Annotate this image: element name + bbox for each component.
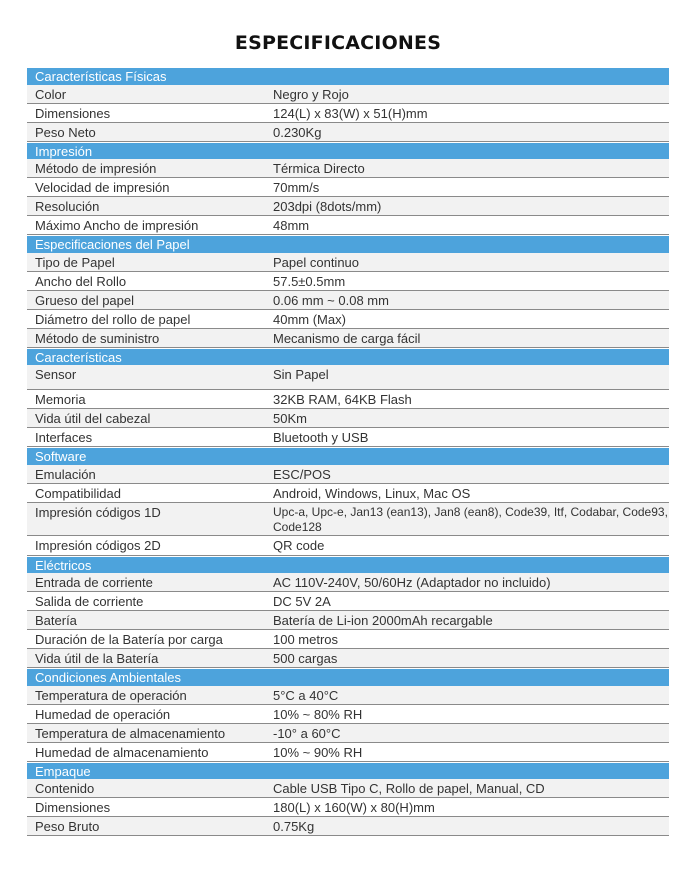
spec-value: Papel continuo	[273, 254, 360, 270]
spec-label: Dimensiones	[35, 800, 111, 815]
section-rows	[27, 253, 669, 348]
section-rows	[27, 465, 669, 556]
spec-label: Peso Neto	[35, 124, 96, 140]
spec-value: 70mm/s	[273, 180, 320, 195]
spec-value: 50Km	[273, 411, 307, 426]
spec-label: Compatibilidad	[35, 485, 121, 501]
spec-label: Interfaces	[35, 430, 93, 445]
spec-value: Batería de Li-ion 2000mAh recargable	[273, 613, 493, 628]
spec-row	[27, 272, 669, 291]
spec-label: Método de impresión	[35, 161, 157, 176]
spec-value: AC 110V-240V, 50/60Hz (Adaptador no incluido)	[273, 575, 551, 590]
spec-value: 10% ~ 80% RH	[273, 706, 363, 722]
spec-label: Temperatura de almacenamiento	[35, 725, 226, 741]
section-rows	[27, 686, 669, 762]
spec-value: 10% ~ 90% RH	[273, 744, 363, 760]
spec-row	[27, 104, 669, 123]
spec-label: Impresión códigos 2D	[35, 537, 161, 553]
spec-value: DC 5V 2A	[273, 594, 331, 609]
spec-label: Temperatura de operación	[35, 687, 187, 703]
spec-value: Térmica Directo	[273, 161, 365, 176]
spec-row	[27, 159, 669, 178]
spec-label: Vida útil de la Batería	[35, 651, 159, 666]
spec-value: Mecanismo de carga fácil	[273, 330, 421, 346]
section-rows	[27, 365, 669, 447]
spec-label: Memoria	[35, 392, 86, 407]
spec-row	[27, 573, 669, 592]
spec-label: Vida útil del cabezal	[35, 411, 151, 426]
spec-row	[27, 649, 669, 668]
spec-row	[27, 724, 669, 743]
spec-label: Contenido	[35, 781, 95, 796]
spec-value: 40mm (Max)	[273, 311, 346, 327]
spec-label: Diámetro del rollo de papel	[35, 311, 191, 327]
spec-row	[27, 536, 669, 556]
spec-value: Sin Papel	[273, 367, 329, 382]
section-rows	[27, 779, 669, 836]
spec-value: 32KB RAM, 64KB Flash	[273, 392, 412, 407]
spec-row	[27, 705, 669, 724]
spec-row	[27, 253, 669, 272]
spec-value: Upc-a, Upc-e, Jan13 (ean13), Jan8 (ean8), Code39, Itf, Codabar, Code93, Code128	[273, 504, 668, 534]
section-rows	[27, 85, 669, 142]
spec-value: Negro y Rojo	[273, 86, 349, 102]
spec-value: 48mm	[273, 218, 310, 233]
spec-label: Peso Bruto	[35, 819, 100, 834]
spec-value: 500 cargas	[273, 651, 338, 666]
section-header: Eléctricos	[27, 556, 669, 574]
spec-row	[27, 817, 669, 836]
spec-label: Duración de la Batería por carga	[35, 632, 223, 647]
spec-value: 100 metros	[273, 632, 339, 647]
section-header: Condiciones Ambientales	[27, 668, 669, 686]
section-rows	[27, 573, 669, 668]
spec-row	[27, 465, 669, 484]
section-header: Empaque	[27, 762, 669, 780]
spec-row	[27, 611, 669, 630]
spec-row	[27, 630, 669, 649]
spec-row	[27, 592, 669, 611]
section-header: Impresión	[27, 142, 669, 160]
spec-label: Velocidad de impresión	[35, 180, 170, 195]
spec-label: Método de suministro	[35, 330, 160, 346]
spec-row	[27, 197, 669, 216]
spec-value: 5°C a 40°C	[273, 687, 339, 703]
section-header: Especificaciones del Papel	[27, 235, 669, 253]
spec-label: Grueso del papel	[35, 292, 135, 308]
spec-value: Bluetooth y USB	[273, 430, 369, 445]
spec-row	[27, 743, 669, 762]
spec-value: 57.5±0.5mm	[273, 273, 346, 289]
spec-row	[27, 123, 669, 142]
spec-value: 0.230Kg	[273, 124, 322, 140]
spec-label: Humedad de almacenamiento	[35, 744, 209, 760]
spec-row	[27, 365, 669, 390]
section-rows	[27, 159, 669, 235]
spec-label: Entrada de corriente	[35, 575, 153, 590]
spec-value: 203dpi (8dots/mm)	[273, 199, 382, 214]
spec-value: QR code	[273, 537, 325, 553]
spec-row	[27, 390, 669, 409]
spec-label: Emulación	[35, 466, 96, 482]
spec-value: 0.06 mm ~ 0.08 mm	[273, 292, 389, 308]
section-header: Características	[27, 348, 669, 366]
spec-label: Salida de corriente	[35, 594, 144, 609]
spec-row	[27, 779, 669, 798]
spec-row	[27, 686, 669, 705]
spec-label: Humedad de operación	[35, 706, 171, 722]
spec-row	[27, 329, 669, 348]
section-header: Características Físicas	[27, 67, 669, 85]
spec-row	[27, 409, 669, 428]
spec-row	[27, 291, 669, 310]
spec-row	[27, 798, 669, 817]
spec-label: Tipo de Papel	[35, 254, 115, 270]
spec-label: Sensor	[35, 367, 77, 382]
spec-value: Android, Windows, Linux, Mac OS	[273, 485, 471, 501]
spec-value: 124(L) x 83(W) x 51(H)mm	[273, 105, 428, 121]
section-header: Software	[27, 447, 669, 465]
spec-value: Cable USB Tipo C, Rollo de papel, Manual, CD	[273, 781, 545, 796]
spec-label: Resolución	[35, 199, 100, 214]
spec-value: 0.75Kg	[273, 819, 315, 834]
spec-value: 180(L) x 160(W) x 80(H)mm	[273, 800, 435, 815]
spec-row	[27, 428, 669, 447]
spec-row	[27, 178, 669, 197]
spec-row	[27, 216, 669, 235]
spec-label: Máximo Ancho de impresión	[35, 218, 199, 233]
spec-label: Color	[35, 86, 67, 102]
spec-row	[27, 310, 669, 329]
spec-row	[27, 85, 669, 104]
spec-value: ESC/POS	[273, 466, 331, 482]
spec-row	[27, 484, 669, 503]
spec-value: -10° a 60°C	[273, 725, 341, 741]
spec-row	[27, 503, 669, 536]
page-title: ESPECIFICACIONES	[234, 32, 442, 54]
spec-label: Batería	[35, 613, 77, 628]
spec-table	[27, 67, 669, 836]
spec-label: Ancho del Rollo	[35, 273, 127, 289]
spec-label: Dimensiones	[35, 105, 111, 121]
spec-label: Impresión códigos 1D	[35, 504, 161, 520]
